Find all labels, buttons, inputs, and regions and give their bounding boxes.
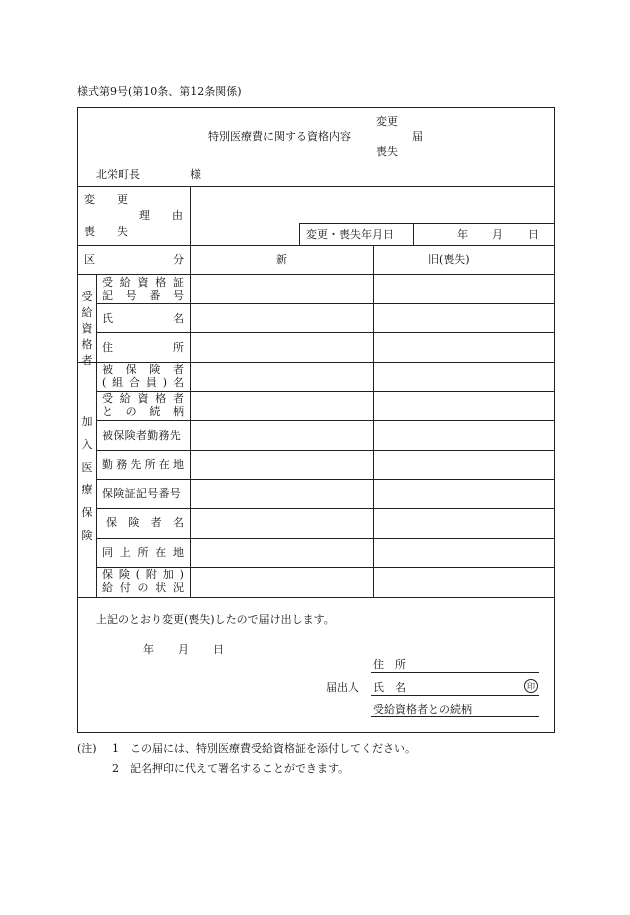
workplace-label: 被保険者勤務先 — [102, 429, 182, 442]
rule-row — [96, 479, 555, 480]
note-1-text: この届には、特別医療費受給資格証を添付してください。 — [130, 742, 416, 755]
declaration-month: 月 — [178, 643, 189, 656]
rule-new-old-col — [373, 245, 374, 597]
declaration-day: 日 — [213, 643, 224, 656]
benefit-label-1: 保 険 ( 附 加 ) — [102, 568, 184, 581]
relation-label-2: と の 続 柄 — [102, 405, 184, 418]
benefit-label-2: 給 付 の 状 況 — [102, 581, 184, 594]
recipient-honorific: 様 — [190, 168, 201, 181]
relation-field-label: 受給資格者との続柄 — [373, 703, 472, 716]
date-label: 変更・喪失年月日 — [306, 228, 394, 241]
rule-row — [96, 332, 555, 333]
recipient-office: 北栄町長 — [96, 168, 140, 181]
relation-line — [371, 716, 539, 717]
insurer-name-label: 保 険 者 名 — [106, 516, 184, 529]
recipient-name-label: 氏 名 — [102, 312, 184, 325]
column-kubun: 区 分 — [84, 253, 184, 266]
date-month: 月 — [492, 228, 503, 241]
note-2-number: 2 — [112, 762, 119, 775]
note-2-text: 記名押印に代えて署名することができます。 — [130, 762, 350, 775]
rule-date-label-left — [299, 223, 300, 245]
declaration-statement: 上記のとおり変更(喪失)したので届け出します。 — [96, 613, 335, 626]
date-year: 年 — [457, 228, 468, 241]
name-label: 氏 名 — [373, 681, 406, 694]
insurance-card-label: 保険証記号番号 — [102, 487, 182, 500]
date-day: 日 — [528, 228, 539, 241]
reason-loss: 喪 失 — [84, 225, 128, 238]
recipient-group-label: 受 給 資 格 者 — [81, 290, 93, 367]
reason-change: 変 更 — [84, 193, 128, 206]
rule-row — [96, 420, 555, 421]
rule-group-col — [96, 274, 97, 597]
name-line — [371, 695, 539, 696]
declaration-year: 年 — [143, 643, 154, 656]
insurance-group-label: 加 入 医 療 保 険 — [81, 415, 93, 542]
title-change: 変更 — [376, 115, 398, 128]
seal-mark: 印 — [524, 679, 538, 693]
rule-row — [96, 508, 555, 509]
rule-table-bottom — [77, 597, 555, 598]
cert-number-label-2: 記 号 番 号 — [102, 289, 184, 302]
rule-row — [96, 303, 555, 304]
title-notify: 届 — [412, 130, 423, 143]
rule-date-top — [299, 223, 555, 224]
notifier-label: 届出人 — [326, 681, 359, 694]
rule-row — [96, 538, 555, 539]
column-old: 旧(喪失) — [428, 253, 470, 266]
note-1-number: 1 — [112, 742, 119, 755]
address-line — [371, 672, 539, 673]
rule-reason-bottom — [77, 245, 555, 246]
cert-number-label-1: 受 給 資 格 証 — [102, 276, 184, 289]
workplace-address-label: 勤 務 先 所 在 地 — [102, 458, 184, 471]
rule-header-bottom — [77, 186, 555, 187]
rule-columns-bottom — [77, 274, 555, 275]
reason-label: 理 由 — [139, 209, 183, 222]
insured-label-2: ( 組 合 員 ) 名 — [102, 376, 184, 389]
insured-label-1: 被 保 険 者 — [102, 363, 184, 376]
form-number: 様式第9号(第10条、第12条関係) — [77, 85, 242, 98]
title-loss: 喪失 — [376, 145, 398, 158]
recipient-address-label: 住 所 — [102, 341, 184, 354]
insurer-address-label: 同 上 所 在 地 — [102, 546, 184, 559]
rule-date-label-right — [413, 223, 414, 245]
form-title: 特別医療費に関する資格内容 — [208, 130, 351, 143]
column-new: 新 — [276, 253, 287, 266]
address-label: 住 所 — [373, 658, 406, 671]
rule-label-col — [190, 186, 191, 597]
notes-label: (注) — [77, 742, 97, 755]
rule-row — [96, 450, 555, 451]
relation-label-1: 受 給 資 格 者 — [102, 392, 184, 405]
